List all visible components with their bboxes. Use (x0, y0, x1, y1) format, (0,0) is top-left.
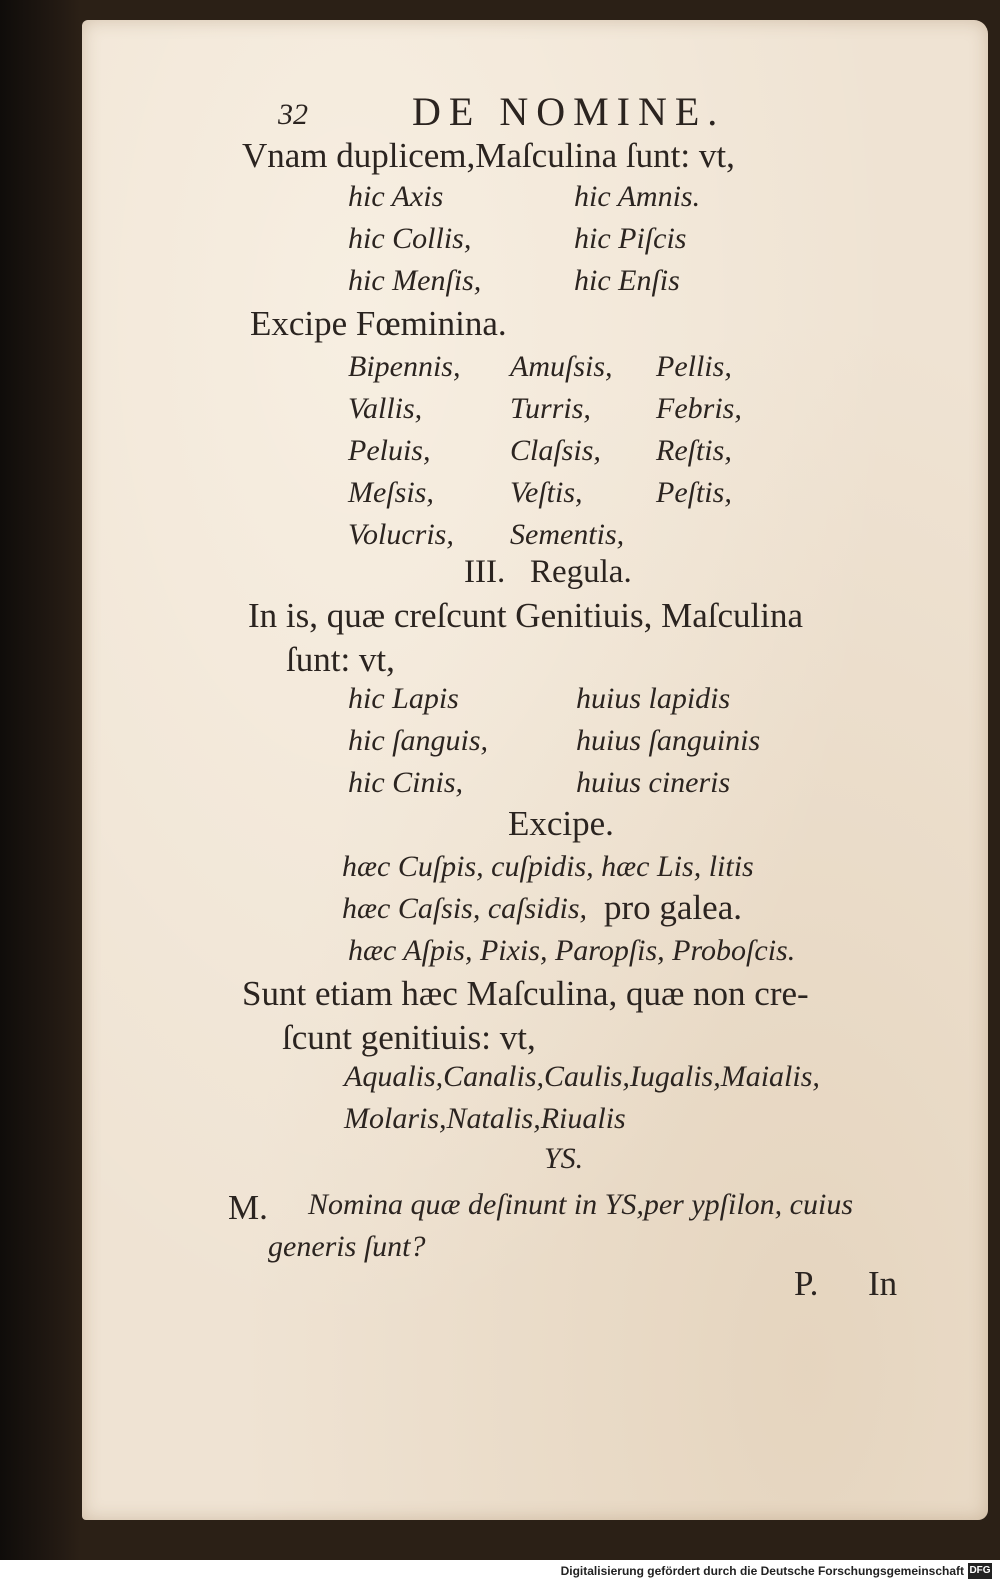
text-line: pro galea. (604, 888, 742, 927)
footer-bar (0, 1560, 1000, 1584)
example-word: Veſtis, (510, 476, 583, 509)
text-line: Excipe Fœminina. (250, 304, 507, 343)
example-word: Vallis, (348, 392, 423, 425)
catchword-speaker: P. (794, 1264, 819, 1303)
example-word: Reſtis, (656, 434, 732, 467)
example-word: Turris, (510, 392, 591, 425)
catchword: In (868, 1264, 898, 1303)
example-word: hic Enſis (574, 264, 680, 297)
example-word: Amuſsis, (510, 350, 613, 383)
example-word: Peluis, (348, 434, 431, 467)
example-word: hic Menſis, (348, 264, 482, 297)
text-line: hæc Caſsis, caſsidis, (342, 892, 588, 925)
example-word: Febris, (656, 392, 742, 425)
example-word: hic Lapis (348, 682, 459, 715)
example-word: hic Collis, (348, 222, 472, 255)
section-heading: YS. (544, 1142, 584, 1175)
text-line: Sunt etiam hæc Maſculina, quæ non cre- (242, 974, 809, 1013)
example-word: hic ſanguis, (348, 724, 488, 757)
example-word: hic Axis (348, 180, 444, 213)
section-heading: Excipe. (508, 804, 614, 843)
text-line: Vnam duplicem,Maſculina ſunt: vt, (242, 136, 735, 175)
book-page (82, 20, 988, 1520)
text-line: hæc Cuſpis, cuſpidis, hæc Lis, litis (342, 850, 754, 883)
text-line: ſcunt genitiuis: vt, (282, 1018, 536, 1057)
example-word: Pellis, (656, 350, 732, 383)
text-line: hæc Aſpis, Pixis, Paropſis, Proboſcis. (348, 934, 796, 967)
page-header (82, 84, 988, 144)
rule-heading: III. Regula. (464, 554, 632, 590)
example-word: Meſsis, (348, 476, 434, 509)
example-word: Volucris, (348, 518, 454, 551)
example-word: Peſtis, (656, 476, 732, 509)
text-line: generis ſunt? (268, 1230, 426, 1263)
text-line: Molaris,Natalis,Riualis (344, 1102, 626, 1135)
text-line: In is, quæ creſcunt Genitiuis, Maſculina (248, 596, 804, 635)
example-word: Bipennis, (348, 350, 461, 383)
text-line: Aqualis,Canalis,Caulis,Iugalis,Maialis, (344, 1060, 820, 1093)
running-title: DE NOMINE. (412, 89, 726, 134)
dfg-logo: DFG (968, 1563, 992, 1579)
example-word: Claſsis, (510, 434, 601, 467)
funding-credit: Digitalisierung gefördert durch die Deutsche Forschungsgemeinschaft (560, 1564, 964, 1578)
text-line: ſunt: vt, (286, 640, 395, 679)
text-line: Nomina quæ deſinunt in YS,per ypſilon, cuius (308, 1188, 853, 1221)
example-word: hic Amnis. (574, 180, 701, 213)
example-word: hic Cinis, (348, 766, 464, 799)
example-word: huius ſanguinis (576, 724, 761, 757)
page-number: 32 (278, 98, 308, 131)
example-word: Sementis, (510, 518, 625, 551)
example-word: huius cineris (576, 766, 731, 799)
speaker-label: M. (228, 1188, 268, 1227)
example-word: hic Piſcis (574, 222, 687, 255)
example-word: huius lapidis (576, 682, 731, 715)
